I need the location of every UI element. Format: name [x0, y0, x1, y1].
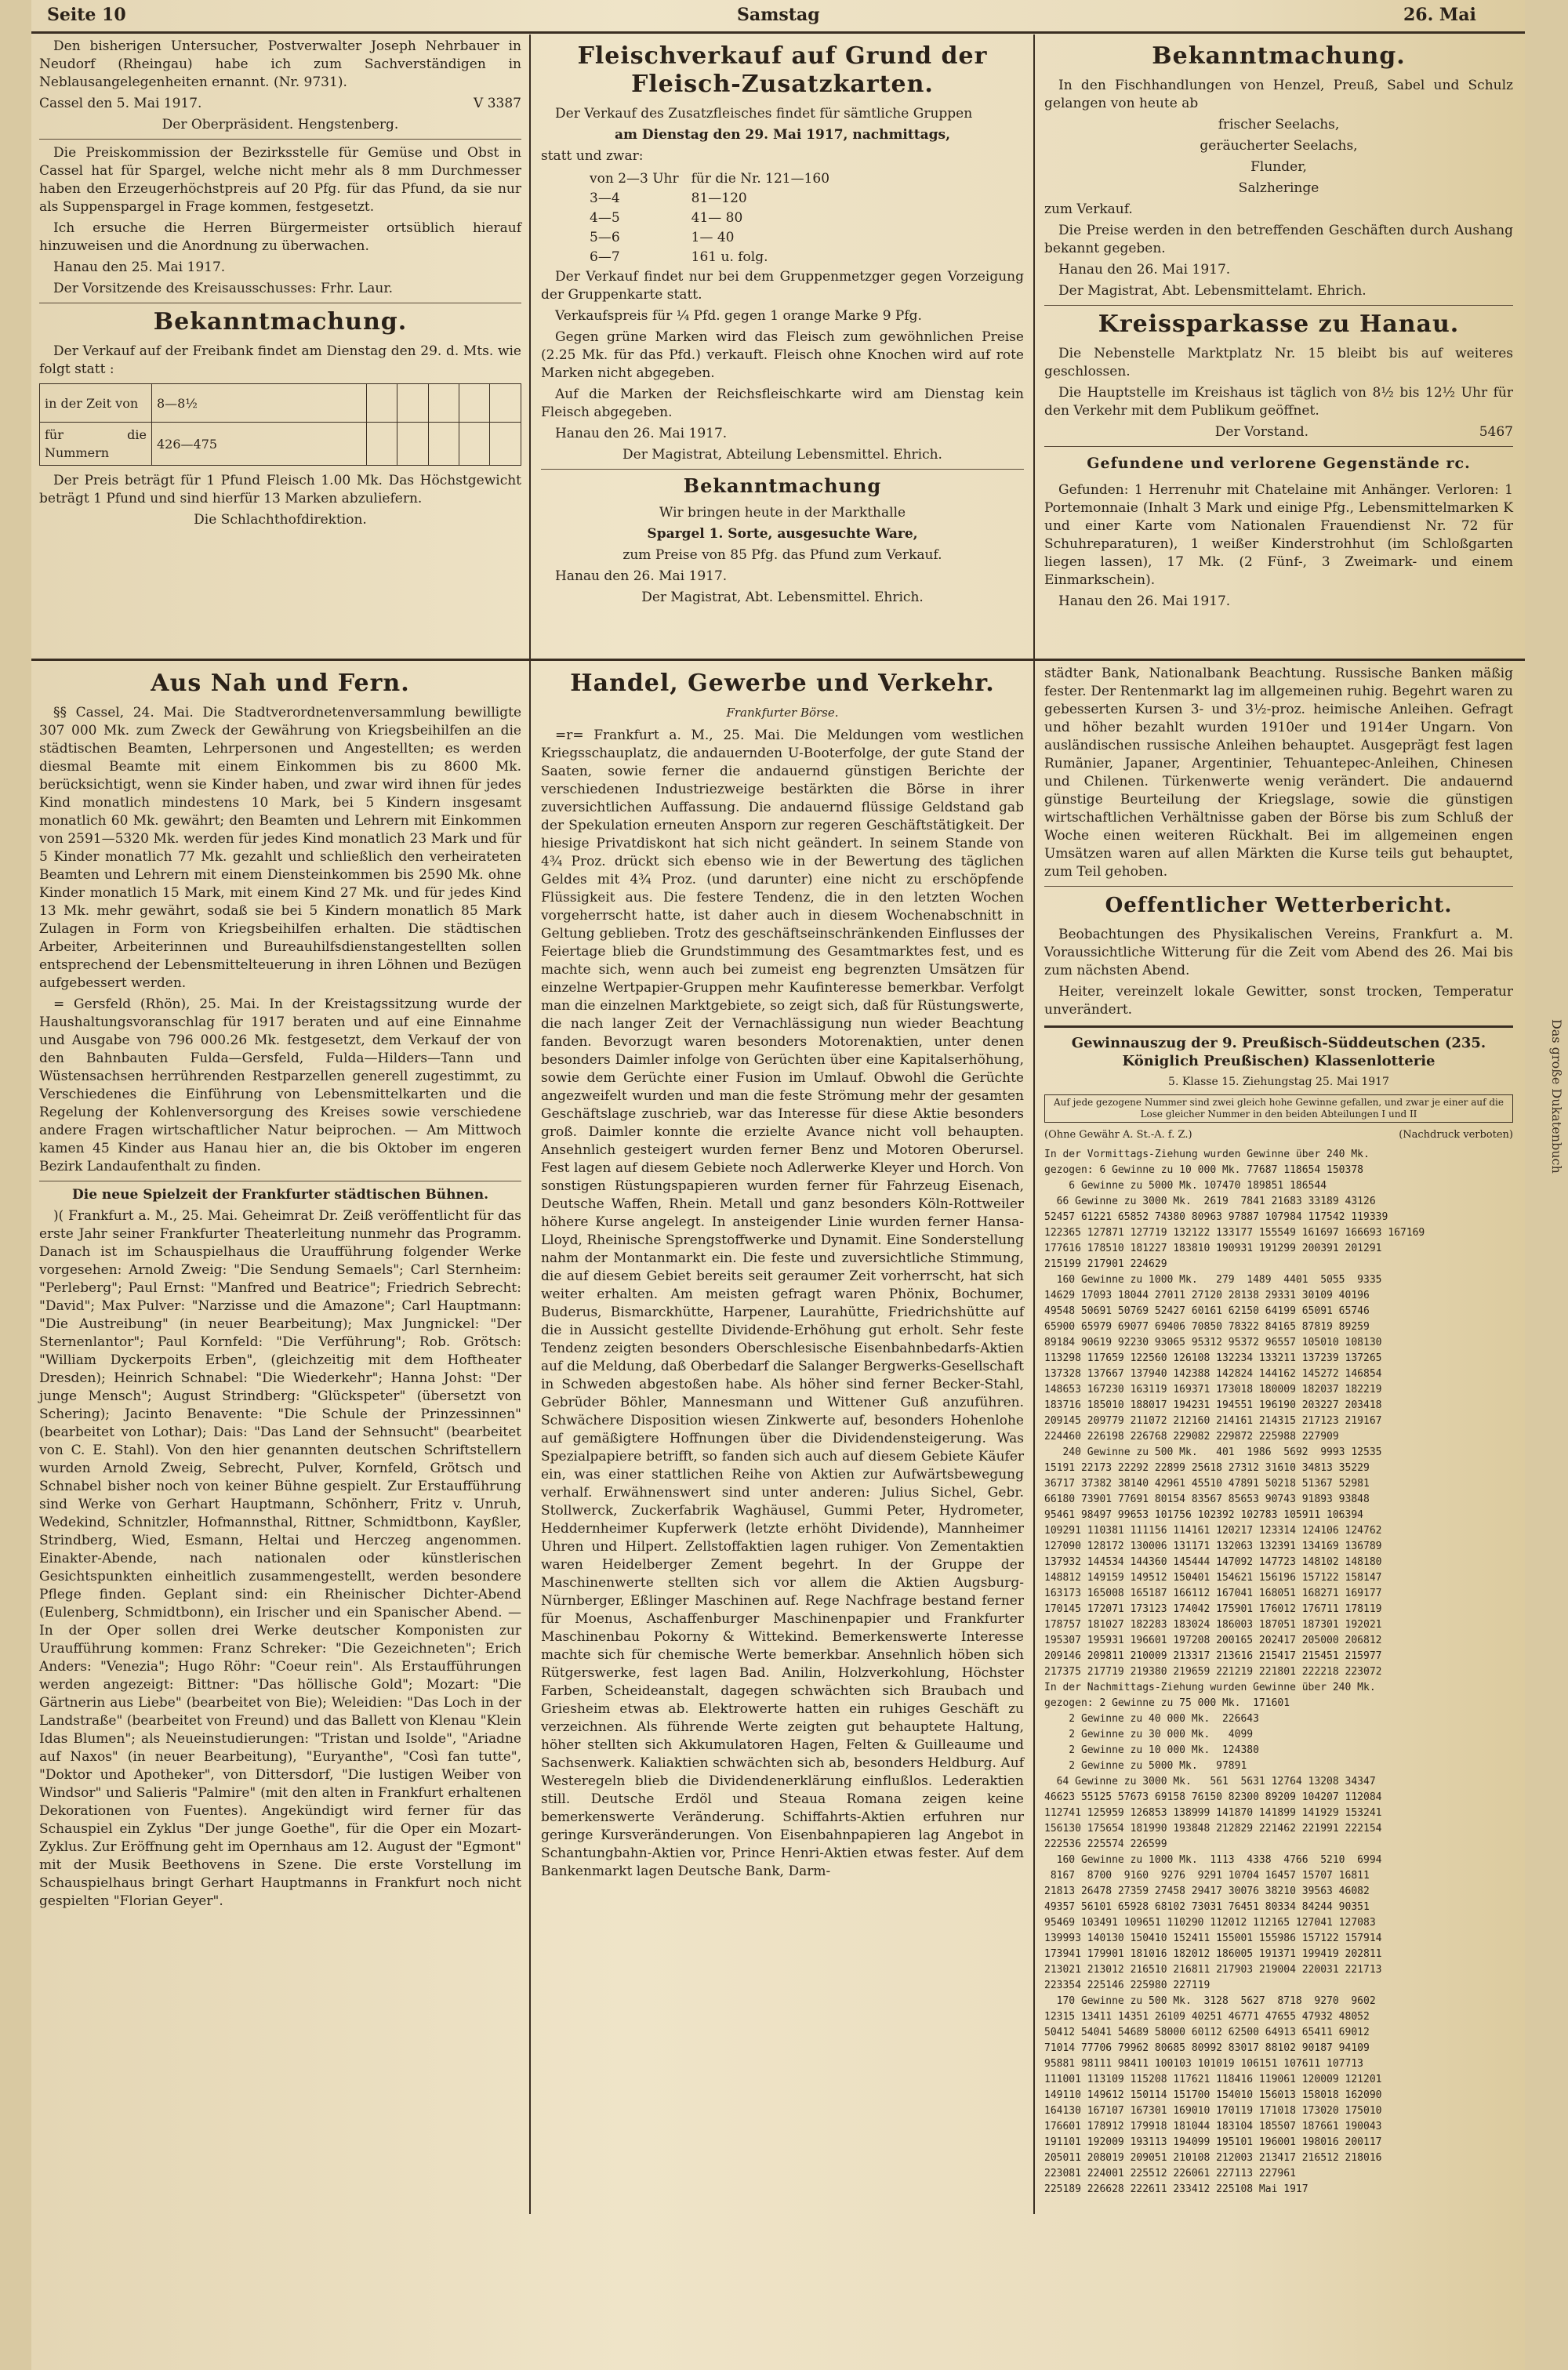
lottery-line: 65900 65979 69077 69406 70850 78322 84165 87819 89259 — [1044, 1321, 1370, 1333]
issue-date: 26. Mai — [1403, 5, 1476, 25]
table-row: 5—6 1— 40 — [590, 230, 735, 245]
lottery-line: 2 Gewinne zu 30 000 Mk. 4099 — [1044, 1729, 1254, 1740]
kreissparkasse-signature: Der Vorstand. — [1214, 424, 1308, 440]
table-row: von 2—3 Uhr für die Nr. 121—160 — [590, 171, 830, 187]
lottery-number-list — [1044, 1147, 1513, 2198]
time-schedule — [588, 169, 842, 268]
divider — [1044, 305, 1513, 306]
lottery-line: 191101 192009 193113 194099 195101 196001 198016 200117 — [1044, 2136, 1382, 2148]
handel-title: Handel, Gewerbe und Verkehr. — [570, 670, 995, 697]
lottery-line: 222536 225574 226599 — [1044, 1838, 1167, 1850]
lottery-title: Gewinnauszug der 9. Preußisch-Süddeutschen (235. Königlich Preußischen) Klassenlotterie — [1071, 1035, 1486, 1069]
article-boerse-continued: städter Bank, Nationalbank Beachtung. Russische Banken mäßig fester. Der Rentenmarkt lag im allgemeinen ruhig. Begehrt waren zu gebesserten Kursen 3- und 3½-proz. heimische Anleihen. Gefragt und höher bezahlt wurden 1910er und 1914er Ungarn. Von ausländischen russische Anleihen behauptet. Ausgeprägt fest lagen Rumänier, Japaner, Argentinier, Tehuantepec-Anleihen, Chinesen und Chilenen. Türkenwerte wenig verändert. Die andauernd günstige Beurteilung der Kriegslage, sowie die günstigen wirtschaftlichen Verhältnisse gaben der Börse bis zum Schluß der Woche einen weiteren Rückhalt. Bei im allgemeinen engen Umsätzen waren auf allen Märkten die Kurse teils gut behauptet, zum Teil gehoben. — [1044, 666, 1513, 880]
lottery-line: 95461 98497 99653 101756 102392 102783 105911 106394 — [1044, 1509, 1363, 1521]
notice-spargel-b: Ich ersuche die Herren Bürgermeister ortsüblich hierauf hinzuweisen und die Anordnung zu überwachen. — [39, 220, 521, 254]
lottery-line: 64 Gewinne zu 3000 Mk. 561 5631 12764 13208 34347 — [1044, 1776, 1376, 1787]
lottery-line: gezogen: 2 Gewinne zu 75 000 Mk. 171601 — [1044, 1697, 1290, 1709]
lottery-line: 49357 56101 65928 68102 73031 76451 80334 84244 90351 — [1044, 1901, 1370, 1913]
lottery-line: 2 Gewinne zu 10 000 Mk. 124380 — [1044, 1744, 1259, 1756]
lottery-line: 2 Gewinne zu 5000 Mk. 97891 — [1044, 1760, 1247, 1772]
mid-top-notices — [533, 38, 1032, 657]
fisch-preise: Die Preise werden in den betreffenden Geschäften durch Aushang bekannt gegeben. — [1044, 223, 1513, 256]
fleischverkauf-place: Hanau den 26. Mai 1917. — [555, 426, 728, 441]
notice-sachverstaendiger: Den bisherigen Untersucher, Postverwalter Joseph Nehrbauer in Neudorf (Rheingau) habe ich zum Sachverständigen in Neblausangelegenheiten ernannt. (Nr. 9731). — [39, 38, 521, 90]
table-cell: 426—475 — [152, 423, 367, 466]
lottery-line: 113298 117659 122560 126108 132234 133211 137239 137265 — [1044, 1352, 1382, 1364]
table-row-label: in der Zeit von — [40, 384, 152, 423]
fisch-verkauf: zum Verkauf. — [1044, 201, 1133, 217]
article-frankfurt-theater: )( Frankfurt a. M., 25. Mai. Geheimrat Dr. Zeiß veröffentlicht für das erste Jahr seiner Frankfurter Theaterleitung nunmehr das Programm. Danach ist im Schauspielhaus die Uraufführung folgender Werke vorgesehen: Arnold Zweig: "Die Sendung Semaels"; Carl Sternheim: "Perleberg"; Paul Ernst: "Manfred und Beatrice"; Friedrich Sebrecht: "David"; Max Pulver: "Narzisse und die Amazone"; Carl Hauptmann: "Die Austreibung" (in neuer Bearbeitung); Max Jungnickel: "Der Sternenlantor"; Paul Kornfeld: "Die Verführung"; Rob. Grötsch: "William Dyckerpoits Erben", (gleichzeitig mit dem Hoftheater Dresden); Heinrich Schnabel: "Die Wiederkehr"; Hanna Johst: "Der junge Mensch"; August Strindberg: "Glückspeter" (übersetzt von Schering); Jacinto Benavente: "Die Schule der Prinzessinnen" (bearbeitet von Lothar); Dais: "Das Land der Sehnsucht" (bearbeitet von C. E. Stahl). Von den hier genannten deutschen Schriftstellern wurden Arnold Zweig, Sebrecht, Pulver, Kornfeld, Grötsch und Schnabel bisher noch von keiner Bühne gespielt. Zur Erstaufführung sind Werke von Gerhart Hauptmann, Schönherr, Fritz v. Unruh, Wedekind, Schnitzler, Hofmannsthal, Rittner, Schmidtbonn, Kayßler, Strindberg, Wied, Esmann, Heltai und Herczeg angenommen. Einakter-Abende, nach nationalen oder künstlerischen Gesichtspunkten einheitlich zusammengestellt, werden besondere Pflege finden. Geplant sind: ein Rheinischer Dichter-Abend (Eulenberg, Schmidtbonn), ein Irischer und ein Spanischer Abend. — In der Oper sollen drei Werke deutscher Komponisten zur Uraufführung kommen: Franz Schreker: "Die Gezeichneten"; Erich Anders: "Venezia"; Hugo Röhr: "Coeur rein". Als Erstaufführungen werden angezeigt: Bittner: "Das höllische Gold"; Mozart: "Die Gärtnerin aus Liebe" (bearbeitet von Bie); Weleidien: "Das Loch in der Landstraße" (bearbeitet von Freund) und das Ballett von Klenau "Klein Idas Blumen"; als Neueinstudierungen: "Tristan und Isolde", "Ariadne auf Naxos" (in neuer Bearbeitung), "Euryanthe", "Così fan tutte", "Doktor und Apotheker", von Dittersdorf, "Die lustigen Weiber von Windsor" und Salieris "Palmire" (mit den alten in Frankfurt erhaltenen Dekorationen von Fuentes). Angekündigt wird ferner für das Schauspiel ein Zyklus "Der junge Goethe", für die Oper ein Mozart-Zyklus. Zur Eröffnung geht im Opernhaus am 12. August der "Egmont" mit der Musik Beethovens in Szene. Die erste Vorstellung im Schauspielhaus bringt Gerhart Hauptmanns in Frankfurt noch nicht gespielten "Florian Geyer". — [39, 1208, 521, 1909]
lottery-line: 66 Gewinne zu 3000 Mk. 2619 7841 21683 33189 43126 — [1044, 1196, 1376, 1207]
lottery-line: 170145 172071 173123 174042 175901 176012 176711 178119 — [1044, 1603, 1382, 1615]
lottery-disclaimer: (Ohne Gewähr A. St.-A. f. Z.) — [1044, 1129, 1192, 1141]
lottery-line: gezogen: 6 Gewinne zu 10 000 Mk. 77687 118654 150378 — [1044, 1164, 1363, 1176]
fleischverkauf-stat: statt und zwar: — [541, 148, 644, 164]
wetter-title: Oeffentlicher Wetterbericht. — [1105, 894, 1453, 917]
fisch-item: Salzheringe — [1238, 180, 1319, 196]
handel-column — [533, 665, 1032, 2366]
fisch-item: frischer Seelachs, — [1218, 117, 1340, 132]
lottery-line: 8167 8700 9160 9276 9291 10704 16457 15707 16811 — [1044, 1870, 1370, 1882]
fisch-item: Flunder, — [1250, 159, 1307, 175]
table-row-label: für die Nummern — [40, 423, 152, 466]
lottery-line: 52457 61221 65852 74380 80963 97887 107984 117542 119339 — [1044, 1211, 1388, 1223]
lottery-line: 148653 167230 163119 169371 173018 180009 182037 182219 — [1044, 1384, 1382, 1396]
fleischverkauf-title: Fleischverkauf auf Grund der Fleisch-Zusatzkarten. — [577, 42, 988, 98]
freibank-schedule-table — [39, 383, 521, 466]
divider — [1044, 886, 1513, 887]
lottery-line: 209145 209779 211072 212160 214161 214315 217123 219167 — [1044, 1415, 1382, 1427]
lottery-line: 122365 127871 127719 132122 133177 155549 161697 166693 167169 — [1044, 1227, 1425, 1239]
notice1-place: Cassel den 5. Mai 1917. — [39, 96, 202, 111]
lottery-note-box: Auf jede gezogene Nummer sind zwei gleich hohe Gewinne gefallen, und zwar je einer auf die Lose gleicher Nummer in den beiden Abteilungen I und II — [1044, 1094, 1513, 1123]
fleischverkauf-signature: Der Magistrat, Abteilung Lebensmittel. Ehrich. — [622, 447, 942, 463]
column-rule-2 — [1033, 34, 1035, 2214]
table-row: 3—4 81—120 — [590, 191, 747, 206]
fleischverkauf-p2: Verkaufspreis für ¼ Pfd. gegen 1 orange Marke 9 Pfg. — [555, 308, 922, 324]
wetter-observation: Beobachtungen des Physikalischen Vereins, Frankfurt a. M. Voraussichtliche Witterung für die Zeit vom Abend des 26. Mai bis zum nächsten Abend. — [1044, 927, 1513, 978]
lottery-line: 183716 185010 188017 194231 194551 196190 203227 203418 — [1044, 1399, 1382, 1411]
lottery-line: 164130 167107 167301 169010 170119 171018 173020 175010 — [1044, 2105, 1382, 2117]
lottery-line: 49548 50691 50769 52427 60161 62150 64199 65091 65746 — [1044, 1305, 1370, 1317]
lottery-line: 224460 226198 226768 229082 229872 225988 227909 — [1044, 1431, 1339, 1443]
lottery-line: 223354 225146 225980 227119 — [1044, 1980, 1210, 1991]
notice1-signature: Der Oberpräsident. Hengstenberg. — [162, 117, 399, 132]
lottery-line: 195307 195931 196601 197208 200165 202417 205000 206812 — [1044, 1635, 1382, 1646]
boerse-subhead: Frankfurter Börse. — [726, 706, 839, 720]
notice-spargel: Die Preiskommission der Bezirksstelle für Gemüse und Obst in Cassel hat für Spargel, welche nicht mehr als 8 mm Durchmesser haben den Erzeugerhöchstpreis auf 20 Pfg. für das Pfund, da sie nur als Suppenspargel in Frage kommen, festgesetzt. — [39, 145, 521, 215]
freibank-text: Der Verkauf auf der Freibank findet am Dienstag den 29. d. Mts. wie folgt statt : — [39, 343, 521, 377]
column-rule-1 — [529, 34, 531, 2214]
spargel-title: Bekanntmachung — [683, 474, 882, 497]
lottery-copyright: (Nachdruck verboten) — [1399, 1129, 1513, 1141]
lottery-line: 160 Gewinne zu 1000 Mk. 279 1489 4401 5055 9335 — [1044, 1274, 1382, 1286]
kreissparkasse-number: 5467 — [1479, 424, 1513, 440]
lottery-line: 109291 110381 111156 114161 120217 123314 124106 124762 — [1044, 1525, 1382, 1537]
lottery-subtitle: 5. Klasse 15. Ziehungstag 25. Mai 1917 — [1168, 1076, 1389, 1088]
fisch-title: Bekanntmachung. — [1152, 42, 1406, 70]
lottery-line: 66180 73901 77691 80154 83567 85653 90743 91893 93848 — [1044, 1493, 1370, 1505]
lottery-line: 139993 140130 150410 152411 155001 155986 157122 157914 — [1044, 1933, 1382, 1944]
lottery-line: 223081 224001 225512 226061 227113 227961 — [1044, 2168, 1296, 2179]
newspaper-page — [31, 0, 1525, 2370]
lottery-line: 127090 128172 130006 131171 132063 132391 134169 136789 — [1044, 1541, 1382, 1552]
fleischverkauf-p3: Gegen grüne Marken wird das Fleisch zum gewöhnlichen Preise (2.25 Mk. für das Pfd.) verkauft. Fleisch ohne Knochen wird auf rote Marken nicht abgegeben. — [541, 329, 1024, 381]
lottery-line: 21813 26478 27359 27458 29417 30076 38210 39563 46082 — [1044, 1885, 1370, 1897]
article-gersfeld: = Gersfeld (Rhön), 25. Mai. In der Kreistagssitzung wurde der Haushaltungsvoranschlag für 1917 beraten und auf eine Einnahme und Ausgabe von 796 000.26 Mk. festgesetzt, dem Verkauf der von den Bahnbauten Fulda—Gersfeld, Fulda—Hilders—Tann und Wüstensachsen herrührenden Restparzellen generell zugestimmt, zu Verschiedenes die Einführung von Lebensmittelkarten und die Regelung der Kohlenversorgung des Kreises sowie verschiedene andere Fragen wirtschaftlicher Natur beiprochen. — Am Mittwoch kamen 45 Kinder aus Hanau hier an, die bis Oktober im engeren Bezirk Landaufenthalt zu finden. — [39, 996, 521, 1174]
right-top-notices — [1036, 38, 1521, 657]
lottery-line: 176601 178912 179918 181044 183104 185507 187661 190043 — [1044, 2121, 1382, 2132]
fisch-intro: In den Fischhandlungen von Henzel, Preuß, Sabel und Schulz gelangen von heute ab — [1044, 78, 1513, 111]
divider — [1044, 1025, 1513, 1028]
lottery-line: 160 Gewinne zu 1000 Mk. 1113 4338 4766 5210 6994 — [1044, 1854, 1382, 1866]
margin-advert-text: Das große Dukatenbuch — [1549, 1019, 1564, 1174]
notice2-place: Hanau den 25. Mai 1917. — [53, 260, 226, 275]
fleischverkauf-p1: Der Verkauf findet nur bei dem Gruppenmetzger gegen Vorzeigung der Gruppenkarte statt. — [541, 269, 1024, 303]
fundsachen-place: Hanau den 26. Mai 1917. — [1058, 593, 1231, 609]
notice1-number: V 3387 — [474, 96, 521, 111]
lottery-line: 137328 137667 137940 142388 142824 144162 145272 146854 — [1044, 1368, 1382, 1380]
article-boerse: =r= Frankfurt a. M., 25. Mai. Die Meldungen vom westlichen Kriegsschauplatz, die andauernden U-Booterfolge, der gute Stand der Saaten, sowie ferner die andauernd günstigen Berichte der verschiedenen Industriezweige bestärkten die Börse in ihrer zuversichtlichen Auffassung. Die andauernd flüssige Geldstand gab der Spekulation erneuten Ansporn zur regeren Geschäftstätigkeit. Der hiesige Privatdiskont hat sich nicht geändert. In seinem Stande von 4¾ Proz. drückt sich ebenso wie in der Bewertung des täglichen Geldes mit 4¾ Proz. (und darunter) eine nicht zu erschöpfende Flüssigkeit aus. Die festere Tendenz, die in den letzten Wochen vorgeherrscht hatte, ist daher auch in diesem Wochenabschnitt in Geltung geblieben. Trotz des geschäftseinschränkenden Einflusses der Feiertage blieb die Grundstimmung des Gesamtmarktes fest, und es machte sich, wenn auch bei zumeist eng begrenzten Umsätzen für einzelne Wertpapier-Gruppen mehr Kaufinteresse bemerkbar. Verfolgt man die einzelnen Marktgebiete, so zeigt sich, daß für Rüstungswerte, die nach langer Zeit der Vernachlässigung nun wieder Beachtung fanden. Bevorzugt waren besonders Motorenaktien, unter denen besonders Daimler infolge von Gerüchten über eine Kapitalserhöhung, sowie dem Gerüchte einer Fusion im Umlauf. Obwohl die Gerüchte angezweifelt wurden und man die feste Strömung mehr der gesamten Geschäftslage zuschrieb, war das Interesse für diese Aktie besonders groß. Daimler konnte die erzielte Avance nicht voll behaupten. Ansehnlich gesteigert wurden ferner Benz und Motoren Oberursel. Fest lagen auf diesem Gebiete noch Adlerwerke Kleyer und Horch. Von sonstigen Rüstungspapieren wurden ferner für Fahrzeug Eisenach, Deutsche Waffen, Rhein. Metall und ganz besonders Köln-Rottweiler höhere Kurse angelegt. In ansteigender Linie wurden ferner Hansa-Lloyd, Rheinische Sprengstoffwerke und Dynamit. Eine Sonderstellung nahm der Montanmarkt ein. Die feste und zuversichtliche Stimmung, die auf diesem Gebiet bereits seit geraumer Zeit vorherrscht, hat sich weiter erhalten. Am meisten gefragt waren Phönix, Bochumer, Buderus, Bismarckhütte, Harpener, Laurahütte, Friedrichshütte auf die in Aussicht gestellte Dividende-Erhöhung gut erholt. Sehr feste Tendenz zeigten besonders Oberschlesische Eisenbahnbedarfs-Aktien auf die Meldung, daß Oberbedarf die Salanger Bergwerks-Gesellschaft in Schweden abgestoßen habe. Als höher sind ferner Becker-Stahl, Gebrüder Böhler, Mannesmann und Wittener Guß anzuführen. Schwächere Disposition wiesen Zinkwerte auf, besonders Hohenlohe auf gemäßigtere Hoffnungen über die Dividendensteigerung. Was Spezialpapiere betrifft, so fanden sich auch auf diesem Gebiete Käufer ein, was einer stattlichen Reihe von Aktien zur Aufwärtsbewegung verhalf. Erwähnenswert sind unter anderen: Julius Sichel, Gebr. Stollwerck, Zuckerfabrik Waghäusel, Gummi Peter, Hydrometer, Heddernheimer Kupferwerk (letzte erhöht Dividende), Mannheimer Uhren und Hilpert. Zellstoffaktien lagen ruhiger. Von Zementaktien waren Heidelberger Zement begehrt. In der Gruppe der Maschinenwerte stellten sich vor allem die Aktien Augsburg-Nürnberger, Eßlinger Maschinen auf. Rege Nachfrage bestand ferner für Moenus, Aschaffenburger Maschinenpapier und Frankfurter Maschinenbau Pokorny & Wittekind. Bemerkenswerte Interesse machte sich für chemische Werte bemerkbar. Ansehnlich höben sich Rütgerswerke, fest lagen Bad. Anilin, Holzverkohlung, Höchster Farben, Scheideanstalt, dagegen schwächten sich Braubach und Griesheim etwas ab. Elektrowerte hatten ein ruhiges Geschäft zu verzeichnen. Als führende Werte zeigten gut behauptete Haltung, höher stellten sich Akkumulatoren Hagen, Felten & Guilleaume und Sachsenwerk. Kaliaktien schwächten sich ab, besonders Heldburg. Auf Westeregeln blieb die Dividendenerklärung einflußlos. Lederaktien still. Deutsche Erdöl und Steaua Romana zeigen keine bemerkenswerte Veränderung. Schiffahrts-Aktien erfuhren nur geringe Kursveränderungen. Von Eisenbahnpapieren lag Angebot in Schantungbahn-Aktien vor, Prince Henri-Aktien etwas fester. Auf dem Bankenmarkt lagen Deutsche Bank, Darm- — [541, 728, 1024, 1879]
lottery-line: 173941 179901 181016 182012 186005 191371 199419 202811 — [1044, 1948, 1382, 1960]
lottery-line: 15191 22173 22292 22899 25618 27312 31610 34813 35229 — [1044, 1462, 1370, 1474]
fleischverkauf-p4: Auf die Marken der Reichsfleischkarte wird am Dienstag kein Fleisch abgegeben. — [541, 387, 1024, 420]
lottery-line: 163173 165008 165187 166112 167041 168051 168271 169177 — [1044, 1588, 1382, 1599]
lottery-line: 12315 13411 14351 26109 40251 46771 47655 47932 48052 — [1044, 2011, 1370, 2023]
aus-nah-und-fern-title: Aus Nah und Fern. — [151, 670, 410, 697]
aus-nah-und-fern-column — [31, 665, 529, 2366]
fleischverkauf-date: am Dienstag den 29. Mai 1917, nachmittags, — [614, 127, 950, 143]
lottery-line: 177616 178510 181227 183810 190931 191299 200391 201291 — [1044, 1243, 1382, 1254]
lottery-line: 215199 217901 224629 — [1044, 1258, 1167, 1270]
lottery-line: 95469 103491 109651 110290 112012 112165 127041 127083 — [1044, 1917, 1376, 1929]
lottery-line: 217375 217719 219380 219659 221219 221801 222218 223072 — [1044, 1666, 1382, 1678]
lottery-line: 156130 175654 181990 193848 212829 221462 221991 222154 — [1044, 1823, 1382, 1835]
lottery-line: 95881 98111 98411 100103 101019 106151 107611 107713 — [1044, 2058, 1363, 2070]
article-theater-subhead: Die neue Spielzeit der Frankfurter städtischen Bühnen. — [72, 1187, 488, 1203]
spargel-place: Hanau den 26. Mai 1917. — [555, 568, 728, 584]
freibank-title: Bekanntmachung. — [153, 308, 408, 336]
lottery-line: In der Nachmittags-Ziehung wurden Gewinne über 240 Mk. — [1044, 1682, 1376, 1693]
table-cell: 8—8½ — [152, 384, 367, 423]
table-row: 4—5 41— 80 — [590, 210, 743, 226]
kreissparkasse-p2: Die Hauptstelle im Kreishaus ist täglich von 8½ bis 12½ Uhr für den Verkehr mit dem Publikum geöffnet. — [1044, 385, 1513, 419]
divider — [1044, 446, 1513, 447]
lottery-line: 240 Gewinne zu 500 Mk. 401 1986 5692 9993 12535 — [1044, 1446, 1382, 1458]
fundsachen-text: Gefunden: 1 Herrenuhr mit Chatelaine mit Anhänger. Verloren: 1 Portemonnaie (Inhalt 3 Mark und einige Pfg., Lebensmittelmarken K und einer Karte vom Nationalen Frauendienst Nr. 72 für Schuhreparaturen), 1 weißer Kinderstrohhut (im Schloßgarten liegen lassen), 17 Mk. (2 Fünf-, 3 Zweimark- und einem Einmarkschein). — [1044, 482, 1513, 588]
spargel-l3: zum Preise von 85 Pfg. das Pfund zum Verkauf. — [622, 547, 942, 563]
divider — [541, 469, 1024, 470]
lottery-line: 36717 37382 38140 42961 45510 47891 50218 51367 52981 — [1044, 1478, 1370, 1490]
notice2-signature: Der Vorsitzende des Kreisausschusses: Frhr. Laur. — [53, 281, 394, 296]
kreissparkasse-p1: Die Nebenstelle Marktplatz Nr. 15 bleibt bis auf weiteres geschlossen. — [1044, 346, 1513, 379]
lottery-line: 225189 226628 222611 233412 225108 Mai 1917 — [1044, 2183, 1308, 2195]
wetter-forecast: Heiter, vereinzelt lokale Gewitter, sonst trocken, Temperatur unverändert. — [1044, 984, 1513, 1018]
table-row: 6—7 161 u. folg. — [590, 249, 768, 265]
lottery-line: 209146 209811 210009 213317 213616 215417 215451 215977 — [1044, 1650, 1382, 1662]
lottery-line: 213021 213012 216510 216811 217903 219004 220031 221713 — [1044, 1964, 1382, 1976]
lottery-line: In der Vormittags-Ziehung wurden Gewinne über 240 Mk. — [1044, 1149, 1370, 1160]
lottery-line: 89184 90619 92230 93065 95312 95372 96557 105010 108130 — [1044, 1337, 1382, 1348]
weekday: Samstag — [737, 5, 820, 25]
lottery-line: 2 Gewinne zu 40 000 Mk. 226643 — [1044, 1713, 1259, 1725]
lottery-line: 137932 144534 144360 145444 147092 147723 148102 148180 — [1044, 1556, 1382, 1568]
fleischverkauf-intro: Der Verkauf des Zusatzfleisches findet für sämtliche Gruppen — [555, 106, 973, 122]
freibank-price: Der Preis beträgt für 1 Pfund Fleisch 1.00 Mk. Das Höchstgewicht beträgt 1 Pfund und sind hierfür 13 Marken abzuliefern. — [39, 473, 521, 506]
spargel-l1: Wir bringen heute in der Markthalle — [659, 505, 906, 521]
page-number: Seite 10 — [47, 5, 126, 25]
spargel-l2: Spargel 1. Sorte, ausgesuchte Ware, — [647, 526, 918, 542]
fisch-place: Hanau den 26. Mai 1917. — [1058, 262, 1231, 278]
divider — [39, 139, 521, 140]
fundsachen-title: Gefundene und verlorene Gegenstände rc. — [1087, 455, 1471, 472]
lottery-line: 170 Gewinne zu 500 Mk. 3128 5627 8718 9270 9602 — [1044, 1995, 1376, 2007]
masthead — [31, 0, 1525, 34]
fisch-item: geräucherter Seelachs, — [1200, 138, 1358, 154]
lottery-line: 149110 149612 150114 151700 154010 156013 158018 162090 — [1044, 2089, 1382, 2101]
lottery-line: 14629 17093 18044 27011 27120 28138 29331 30109 40196 — [1044, 1290, 1370, 1301]
lottery-line: 50412 54041 54689 58000 60112 62500 64913 65411 69012 — [1044, 2027, 1370, 2038]
lottery-line: 111001 113109 115208 117621 118416 119061 120009 121201 — [1044, 2074, 1382, 2085]
lottery-line: 112741 125959 126853 138999 141870 141899 141929 153241 — [1044, 1807, 1382, 1819]
freibank-signature: Die Schlachthofdirektion. — [194, 512, 367, 528]
kreissparkasse-title: Kreissparkasse zu Hanau. — [1098, 310, 1460, 338]
article-cassel: §§ Cassel, 24. Mai. Die Stadtverordnetenversammlung bewilligte 307 000 Mk. zum Zweck der Gewährung von Kriegsbeihilfen an die städtischen Beamten, Lehrpersonen und Angestellten; es werden diesmal Beamte mit einem Einkommen bis zu 8600 Mk. berücksichtigt, wenn sie Kinder haben, und zwar wird ihnen für jedes Kind monatlich mindestens 10 Mark, bei 5 Kindern insgesamt monatlich 60 Mk. gewährt; den Beamten und Lehrern mit Einkommen von 2591—5320 Mk. werden für jedes Kind monatlich 23 Mark und für 5 Kinder monatlich 77 Mk. gezahlt und schließlich den verheirateten Beamten und Lehrern mit einem Diensteinkommen bis 2590 Mk. ohne Kinder monatlich 15 Mark, mit einem Kind 27 Mk. und für jedes Kind 13 Mk. mehr gewährt, sodaß sie bei 5 Kindern monatlich 85 Mark Zulagen in Form von Kriegsbeihilfen erhalten. Die städtischen Arbeiter, Arbeiterinnen und Bureauhilfsdienstangestellten sollen entsprechend der Lebensmittelteuerung in ihren Löhnen und Bezügen aufgebessert werden. — [39, 705, 521, 991]
lottery-line: 6 Gewinne zu 5000 Mk. 107470 189851 186544 — [1044, 1180, 1327, 1192]
lottery-line: 205011 208019 209051 210108 212003 213417 216512 218016 — [1044, 2152, 1382, 2164]
left-top-notices — [31, 38, 529, 657]
fisch-signature: Der Magistrat, Abt. Lebensmittelamt. Ehrich. — [1058, 283, 1367, 299]
right-bottom-column — [1036, 665, 1521, 2366]
section-rule — [31, 659, 1525, 661]
lottery-line: 148812 149159 149512 150401 154621 156196 157122 158147 — [1044, 1572, 1382, 1584]
lottery-line: 46623 55125 57673 69158 76150 82300 89209 104207 112084 — [1044, 1791, 1382, 1803]
lottery-line: 71014 77706 79962 80685 80992 83017 88102 90187 94109 — [1044, 2042, 1370, 2054]
spargel-signature: Der Magistrat, Abt. Lebensmittel. Ehrich. — [641, 590, 924, 605]
lottery-line: 178757 181027 182283 183024 186003 187051 187301 192021 — [1044, 1619, 1382, 1631]
